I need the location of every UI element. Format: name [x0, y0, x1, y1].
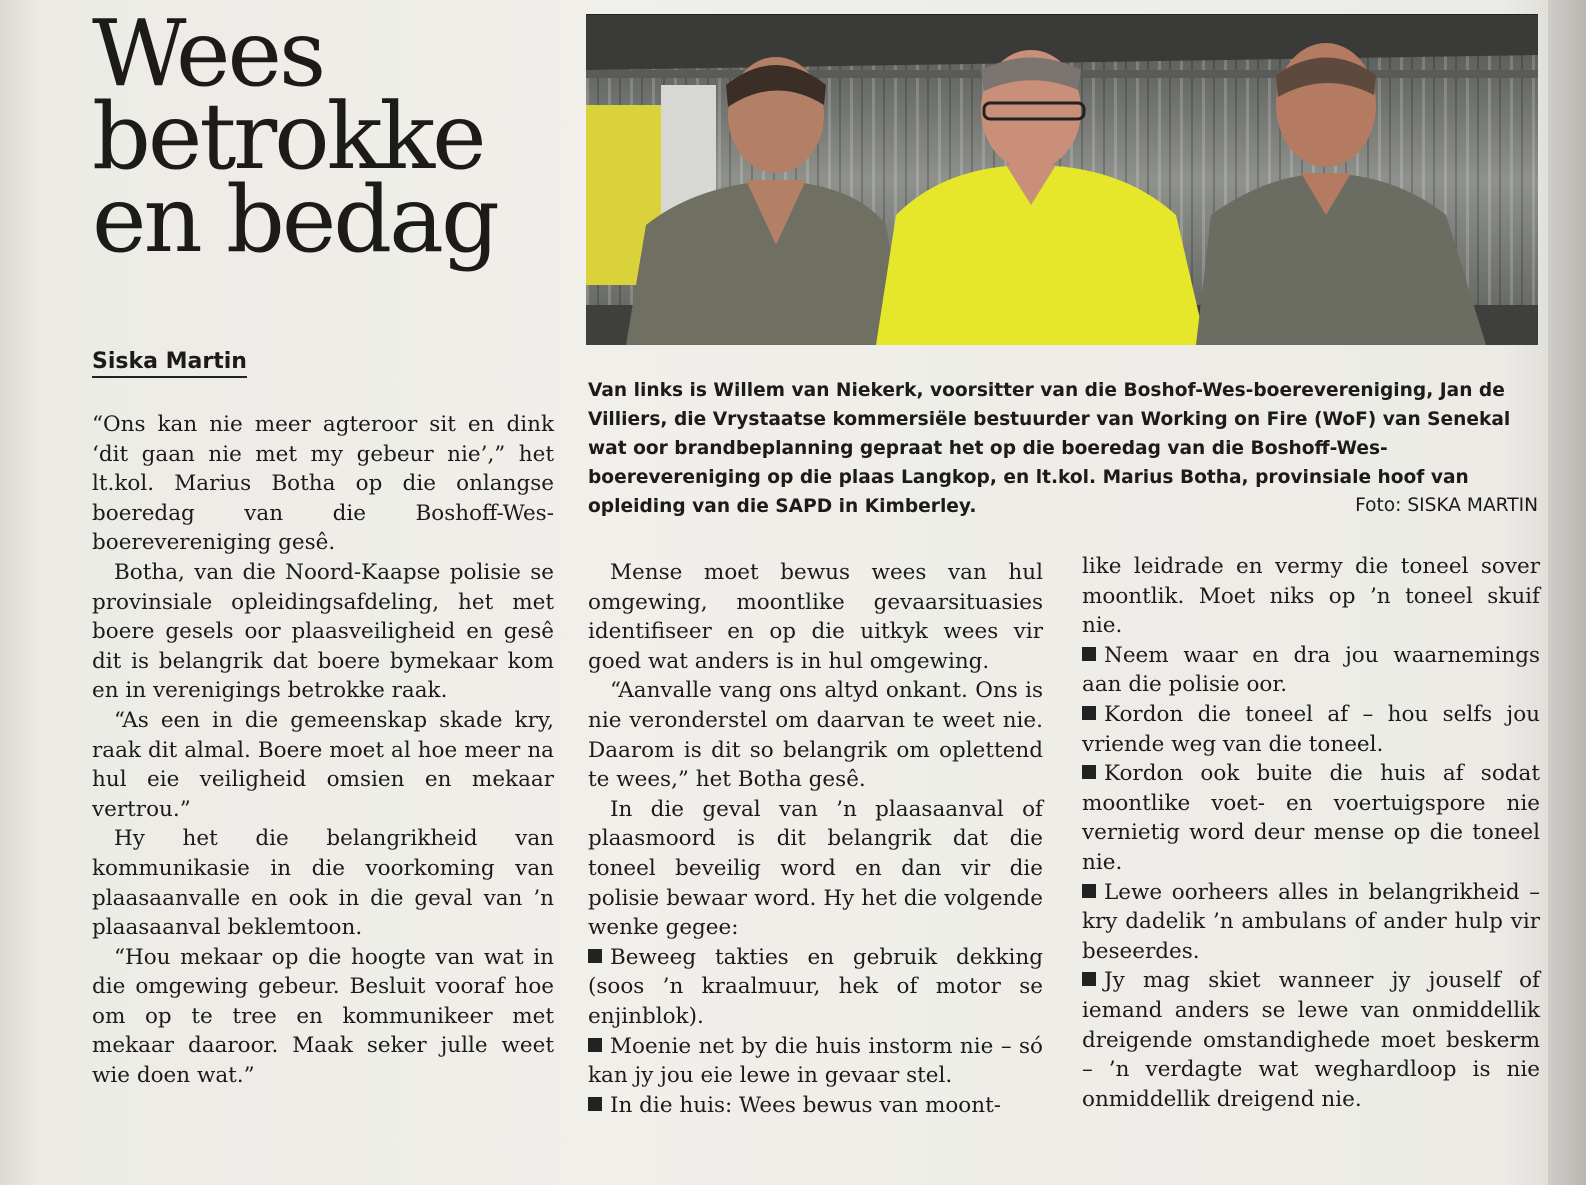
bullet-item [588, 943, 1043, 1032]
bullet-item [588, 1032, 1043, 1091]
article-photo [586, 14, 1538, 345]
headline-line-2: betrokke [92, 83, 484, 190]
paragraph: Mense moet bewus wees van hul omgewing, moontlike gevaarsituasies identifiseer en op die uitkyk wees vir goed wat anders is in hul omgewing. [588, 560, 1043, 674]
photo-illustration [586, 15, 1538, 345]
article-headline [92, 0, 512, 273]
bullet-item [1082, 641, 1540, 700]
bullet-square-icon [1082, 972, 1096, 986]
paragraph: “Hou mekaar op die hoogte van wat in die omgewing gebeur. Besluit vooraf hoe om op te tree en kommunikeer met mekaar daaroor. Maak seker julle weet wie doen wat.” [92, 944, 554, 1089]
bullet-square-icon [1082, 765, 1096, 779]
headline-line-1: Wees [92, 0, 324, 107]
bullet-item [1082, 966, 1540, 1114]
paragraph: like leidrade en vermy die toneel sover moontlik. Moet niks op ’n toneel skuif nie. [1082, 554, 1540, 639]
paragraph: Botha, van die Noord-Kaapse polisie se provinsiale opleidingsafdeling, het met boere gesels oor plaasveiligheid en gesê dit is belangrik dat boere bymekaar kom en in verenigings betrokke raak. [92, 559, 554, 704]
paragraph: In die geval van ’n plaasaanval of plaasmoord is dit belangrik dat die toneel beveilig word en dan vir die polisie bewaar word. Hy het die volgende wenke gegee: [588, 796, 1043, 941]
photo-caption: Van links is Willem van Niekerk, voorsitter van die Boshof-Wes-boerevereniging, Jan de Villiers, die Vrystaatse kommersiële bestuurder van Working on Fire (WoF) van Senekal wat oor brandbeplanning gepraat het op die boeredag van die Boshoff-Wes-boerevereniging op die plaas Langkop, en lt.kol. Marius Botha, provinsiale hoof van opleiding van die SAPD in Kimberley. [588, 380, 1511, 517]
paragraph: Hy het die belangrikheid van kommunikasie in die voorkoming van plaasaanvalle en ook in die geval van ’n plaasaanval beklemtoon. [92, 826, 554, 941]
bullet-square-icon [1082, 706, 1096, 720]
bullet-text: Beweeg takties en gebruik dekking (soos ’n kraalmuur, hek of motor se enjinblok). [588, 944, 1043, 1029]
bullet-text: Kordon ook buite die huis af sodat moontlike voet- en voertuigspore nie vernietig word deur mense op die toneel nie. [1082, 761, 1540, 875]
paragraph: “Ons kan nie meer agteroor sit en dink ‘dit gaan nie met my gebeur nie’,” het lt.kol. Marius Botha op die onlangse boeredag van die Boshoff-Wes-boerevereniging gesê. [92, 412, 554, 556]
bullet-square-icon [588, 1097, 602, 1111]
bullet-item [1082, 759, 1540, 877]
bullet-text: Kordon die toneel af – hou selfs jou vriende weg van die toneel. [1082, 701, 1540, 757]
paragraph: “Aanvalle vang ons altyd onkant. Ons is nie veronderstel om daarvan te weet nie. Daarom is dit so belangrik om oplettend te wees,” het Botha gesê. [588, 678, 1043, 793]
headline-line-3: en bedag [92, 166, 497, 273]
bullet-square-icon [588, 1038, 602, 1052]
byline: Siska Martin [92, 349, 247, 378]
photo-credit: Foto: SISKA MARTIN [1355, 495, 1538, 516]
bullet-square-icon [588, 949, 602, 963]
bullet-text: Neem waar en dra jou waarnemings aan die polisie oor. [1082, 642, 1540, 698]
article-column-3 [1082, 552, 1540, 1114]
page-edge-shadow [1548, 0, 1586, 1185]
bullet-text: Lewe oorheers alles in belangrikheid – kry dadelik ’n ambulans of ander hulp vir beseerdes. [1082, 879, 1540, 964]
bullet-square-icon [1082, 884, 1096, 898]
article-column-2 [588, 558, 1043, 1120]
bullet-item [588, 1091, 1043, 1121]
paragraph: “As een in die gemeenskap skade kry, raak dit almal. Boere moet al hoe meer na hul eie veiligheid omsien en mekaar vertrou.” [92, 707, 554, 822]
bullet-text: In die huis: Wees bewus van moont- [610, 1092, 1001, 1118]
bullet-item [1082, 878, 1540, 967]
bullet-square-icon [1082, 647, 1096, 661]
bullet-text: Moenie net by die huis instorm nie – só kan jy jou eie lewe in gevaar stel. [588, 1033, 1043, 1089]
article-column-1 [92, 410, 554, 1091]
bullet-item [1082, 700, 1540, 759]
bullet-text: Jy mag skiet wanneer jy jouself of iemand anders se lewe van onmiddellik dreigende omstandighede moet beskerm – ’n verdagte wat weghardloop is nie onmiddellik dreigend nie. [1082, 968, 1540, 1112]
